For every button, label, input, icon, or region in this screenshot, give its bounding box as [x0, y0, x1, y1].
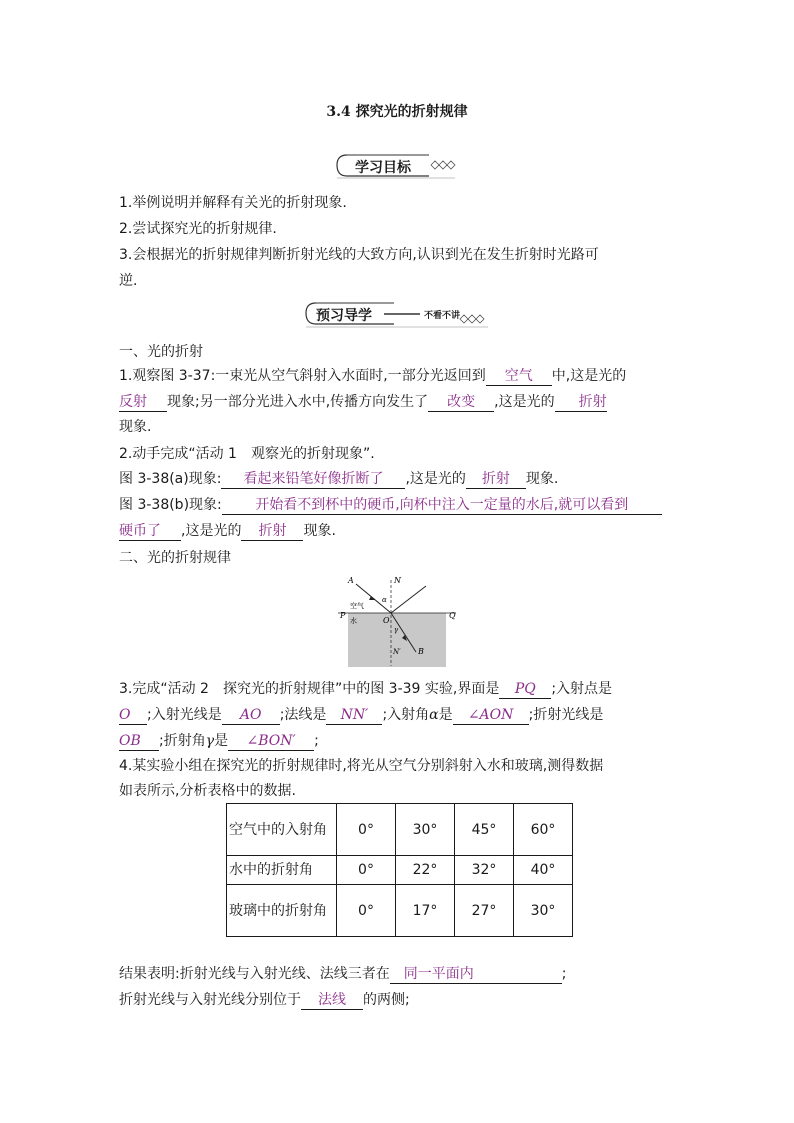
answer-blank: ∠AON	[453, 706, 529, 725]
answer-blank: 折射	[241, 522, 303, 541]
q4-line1: 4.某实验小组在探究光的折射规律时,将光从空气分别斜射入水和玻璃,测得数据	[119, 758, 604, 774]
water-region	[348, 613, 446, 667]
section-1-heading: 一、光的折射	[119, 344, 203, 360]
objective-1: 1.举例说明并解释有关光的折射现象.	[119, 195, 347, 211]
label-gamma: γ	[394, 626, 399, 634]
banner-label: 学习目标	[355, 160, 411, 176]
section-2-heading: 二、光的折射规律	[119, 550, 231, 566]
objective-3-cont: 逆.	[119, 273, 138, 289]
answer-blank: AO	[222, 706, 280, 725]
table-cell: 30°	[514, 885, 573, 937]
label-n-prime: N′	[393, 648, 401, 656]
answer-blank: 看起来铅笔好像折断了	[221, 470, 405, 489]
refraction-diagram	[338, 574, 466, 668]
answer-blank: 反射	[119, 393, 167, 412]
table-cell: 60°	[514, 804, 573, 856]
label-b: B	[418, 647, 424, 656]
result-line1: 结果表明:折射光线与入射光线、法线三者在 同一平面内 ;	[119, 966, 567, 982]
label-air: 空气	[350, 602, 364, 610]
label-alpha: α	[382, 596, 387, 604]
q1-line2: 反射 现象;另一部分光进入水中,传播方向发生了 改变 ,这是光的 折射	[119, 394, 607, 410]
row-header: 空气中的入射角	[227, 804, 337, 856]
label-water: 水	[350, 617, 357, 625]
label-n: N	[394, 576, 401, 585]
banner-label: 预习导学	[316, 308, 372, 324]
table-cell: 30°	[396, 804, 455, 856]
q2-line1: 2.动手完成“活动 1 观察光的折射现象”.	[119, 446, 375, 462]
q2-b-line2: 硬币了 ,这是光的 折射 现象.	[119, 523, 336, 539]
table-row	[227, 804, 573, 856]
q2-a-line: 图 3-38(a)现象: 看起来铅笔好像折断了 ,这是光的 折射 现象.	[119, 471, 559, 487]
q3-line3: OB ;折射角γ是 ∠BON′ ;	[119, 733, 319, 749]
arrow-icon	[369, 596, 375, 600]
answer-blank: NN′	[326, 706, 382, 725]
table-cell: 32°	[455, 856, 514, 885]
q3-line2: O ;入射光线是 AO ;法线是 NN′ ;入射角α是 ∠AON ;折射光线是	[119, 707, 604, 723]
table-cell: 22°	[396, 856, 455, 885]
table-cell: 0°	[337, 885, 396, 937]
label-a: A	[348, 576, 354, 585]
row-header: 玻璃中的折射角	[227, 885, 337, 937]
label-p: P	[340, 611, 346, 620]
page-title: 3.4 探究光的折射规律	[326, 104, 468, 120]
refraction-data-table	[226, 803, 573, 937]
answer-blank: ∠BON′	[228, 732, 314, 751]
objective-3: 3.会根据光的折射规律判断折射光线的大致方向,认识到光在发生折射时光路可	[119, 247, 599, 263]
answer-blank: OB	[119, 732, 159, 751]
answer-blank: 空气	[486, 367, 552, 386]
table-cell: 27°	[455, 885, 514, 937]
label-o: O	[383, 616, 390, 625]
table-cell: 40°	[514, 856, 573, 885]
q1-line3: 现象.	[119, 419, 152, 435]
reflected-ray	[391, 586, 426, 613]
table-row	[227, 856, 573, 885]
result-line2: 折射光线与入射光线分别位于 法线 的两侧;	[119, 992, 410, 1008]
q1-line1: 1.观察图 3-37:一束光从空气斜射入水面时,一部分光返回到 空气 中,这是光的	[119, 368, 627, 384]
banner-sublabel: 不看不讲	[424, 311, 461, 321]
answer-blank: O	[119, 706, 147, 725]
answer-blank: PQ	[499, 680, 551, 699]
label-q: Q	[449, 611, 456, 620]
table-cell: 17°	[396, 885, 455, 937]
table-cell: 45°	[455, 804, 514, 856]
q4-line2: 如表所示,分析表格中的数据.	[119, 783, 296, 799]
table-cell: 0°	[337, 804, 396, 856]
q2-b-line1: 图 3-38(b)现象: 开始看不到杯中的硬币,向杯中注入一定量的水后,就可以看到	[119, 495, 662, 515]
learning-goals-banner	[333, 151, 463, 181]
answer-blank: 同一平面内	[390, 965, 562, 984]
answer-blank: 硬币了	[119, 522, 181, 541]
preview-guide-banner	[302, 299, 492, 329]
answer-blank: 折射	[555, 393, 607, 412]
answer-blank: 法线	[301, 991, 363, 1010]
table-cell: 0°	[337, 856, 396, 885]
table-row	[227, 885, 573, 937]
q3-line1: 3.完成“活动 2 探究光的折射规律”中的图 3-39 实验,界面是 PQ ;入射点是	[119, 681, 613, 697]
answer-blank: 折射	[466, 470, 526, 489]
objective-2: 2.尝试探究光的折射规律.	[119, 221, 277, 237]
answer-blank: 改变	[428, 393, 494, 412]
row-header: 水中的折射角	[227, 856, 337, 885]
answer-blank: 开始看不到杯中的硬币,向杯中注入一定量的水后,就可以看到	[222, 496, 662, 515]
